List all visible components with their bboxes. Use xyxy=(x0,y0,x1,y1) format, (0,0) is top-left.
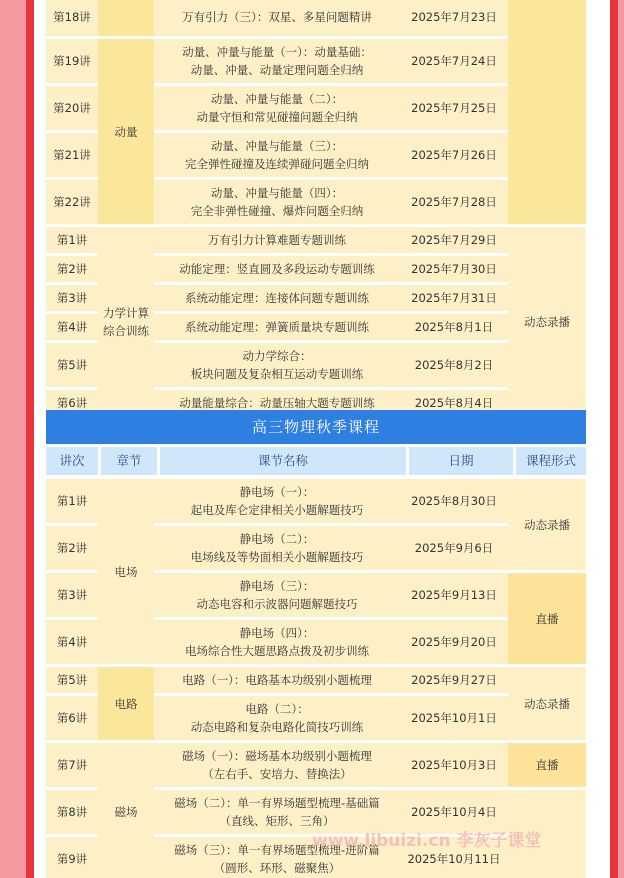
lesson-date: 2025年10月4日 xyxy=(400,790,508,834)
header-lesson-number: 讲次 xyxy=(46,447,98,475)
lesson-date: 2025年9月27日 xyxy=(400,667,508,693)
lesson-number: 第7讲 xyxy=(46,743,98,787)
lesson-date: 2025年9月13日 xyxy=(400,573,508,617)
autumn-course-title: 高三物理秋季课程 xyxy=(46,410,586,444)
lesson-date: 2025年7月28日 xyxy=(400,180,508,224)
lesson-number: 第18讲 xyxy=(46,0,98,36)
lesson-title: 动量、冲量与能量（三）： 完全弹性碰撞及连续弹碰问题全归纳 xyxy=(154,133,400,177)
lesson-number: 第19讲 xyxy=(46,39,98,83)
lesson-date: 2025年7月23日 xyxy=(400,0,508,36)
lesson-number: 第22讲 xyxy=(46,180,98,224)
table-row xyxy=(46,39,586,83)
header-lesson-title: 课节名称 xyxy=(160,447,406,475)
lesson-date: 2025年7月25日 xyxy=(400,86,508,130)
lesson-number: 第3讲 xyxy=(46,573,98,617)
lesson-number: 第2讲 xyxy=(46,526,98,570)
chapter-cell: 电路 xyxy=(98,667,154,740)
right-outer-border xyxy=(618,0,624,878)
lesson-number: 第4讲 xyxy=(46,314,98,340)
table-row xyxy=(46,479,586,523)
lesson-date: 2025年7月26日 xyxy=(400,133,508,177)
lesson-number: 第1讲 xyxy=(46,479,98,523)
table-row xyxy=(46,667,586,693)
lesson-title: 动量、冲量与能量（二）： 动量守恒和常见碰撞问题全归纳 xyxy=(154,86,400,130)
lesson-date: 2025年8月1日 xyxy=(400,314,508,340)
lesson-number: 第8讲 xyxy=(46,790,98,834)
lesson-date: 2025年7月31日 xyxy=(400,285,508,311)
lesson-number: 第6讲 xyxy=(46,696,98,740)
lesson-number: 第9讲 xyxy=(46,837,98,878)
lesson-title: 静电场（四）： 电场综合性大题思路点拨及初步训练 xyxy=(154,620,400,664)
summer-schedule-table xyxy=(46,0,586,419)
autumn-schedule-table xyxy=(46,476,586,878)
lesson-title: 动量能量综合：动量压轴大题专题训练 xyxy=(154,390,400,416)
lesson-number: 第5讲 xyxy=(46,667,98,693)
header-date: 日期 xyxy=(409,447,513,475)
lesson-date: 2025年8月4日 xyxy=(400,390,508,416)
lesson-title: 磁场（一）：磁场基本功级别小题梳理 （左右手、安培力、替换法） xyxy=(154,743,400,787)
lesson-date: 2025年7月29日 xyxy=(400,227,508,253)
table-row xyxy=(46,227,586,253)
chapter-cell: 动量 xyxy=(98,39,154,224)
left-red-border xyxy=(26,0,34,878)
lesson-title: 动量、冲量与能量（四）： 完全非弹性碰撞、爆炸问题全归纳 xyxy=(154,180,400,224)
lesson-title: 静电场（三）： 动态电容和示波器问题解题技巧 xyxy=(154,573,400,617)
lesson-number: 第5讲 xyxy=(46,343,98,387)
lesson-title: 磁场（二）：单一有界场题型梳理-基础篇 （直线、矩形、三角） xyxy=(154,790,400,834)
lesson-number: 第1讲 xyxy=(46,227,98,253)
lesson-number: 第3讲 xyxy=(46,285,98,311)
lesson-date: 2025年10月3日 xyxy=(400,743,508,787)
lesson-number: 第6讲 xyxy=(46,390,98,416)
lesson-title: 静电场（一）： 起电及库仑定律相关小题解题技巧 xyxy=(154,479,400,523)
lesson-title: 万有引力（三）：双星、多星问题精讲 xyxy=(154,0,400,36)
lesson-number: 第2讲 xyxy=(46,256,98,282)
lesson-title: 万有引力计算难题专题训练 xyxy=(154,227,400,253)
lesson-date: 2025年9月20日 xyxy=(400,620,508,664)
lesson-title: 动力学综合： 板块问题及复杂相互运动专题训练 xyxy=(154,343,400,387)
lesson-date: 2025年10月1日 xyxy=(400,696,508,740)
table-row xyxy=(46,743,586,787)
chapter-cell: 力学计算 综合训练 xyxy=(98,227,154,416)
lesson-title: 系统动能定理：连接体问题专题训练 xyxy=(154,285,400,311)
header-chapter: 章节 xyxy=(101,447,157,475)
course-format-cell: 动态录播 xyxy=(508,479,586,570)
lesson-title: 系统动能定理：弹簧质量块专题训练 xyxy=(154,314,400,340)
lesson-date: 2025年7月30日 xyxy=(400,256,508,282)
chapter-cell: 电场 xyxy=(98,479,154,664)
chapter-cell: 磁场 xyxy=(98,743,154,878)
lesson-title: 静电场（二）： 电场线及等势面相关小题解题技巧 xyxy=(154,526,400,570)
course-format-cell: 直播 xyxy=(508,743,586,787)
lesson-date: 2025年8月30日 xyxy=(400,479,508,523)
lesson-title: 电路（二）： 动态电路和复杂电路化简技巧训练 xyxy=(154,696,400,740)
course-format-cell xyxy=(508,0,586,224)
lesson-date: 2025年8月2日 xyxy=(400,343,508,387)
chapter-cell xyxy=(98,0,154,36)
lesson-date: 2025年9月6日 xyxy=(400,526,508,570)
lesson-title: 动能定理：竖直圆及多段运动专题训练 xyxy=(154,256,400,282)
lesson-number: 第20讲 xyxy=(46,86,98,130)
lesson-number: 第4讲 xyxy=(46,620,98,664)
lesson-title: 磁场（三）：单一有界场题型梳理-进阶篇 （圆形、环形、磁聚焦） xyxy=(154,837,400,878)
course-format-cell: 动态录播 xyxy=(508,667,586,740)
lesson-date: 2025年10月11日 xyxy=(400,837,508,878)
lesson-title: 动量、冲量与能量（一）：动量基础： 动量、冲量、动量定理问题全归纳 xyxy=(154,39,400,83)
lesson-date: 2025年7月24日 xyxy=(400,39,508,83)
watermark-text: www.libuizi.cn 李灰子课堂 xyxy=(312,831,542,851)
table-row xyxy=(46,0,586,36)
lesson-number: 第21讲 xyxy=(46,133,98,177)
left-outer-border xyxy=(0,0,26,878)
autumn-table-header xyxy=(46,447,586,475)
course-format-cell: 直播 xyxy=(508,573,586,664)
lesson-title: 电路（一）：电路基本功级别小题梳理 xyxy=(154,667,400,693)
right-red-border xyxy=(610,0,618,878)
header-course-format: 课程形式 xyxy=(516,447,586,475)
course-format-cell: 动态录播 xyxy=(508,227,586,416)
